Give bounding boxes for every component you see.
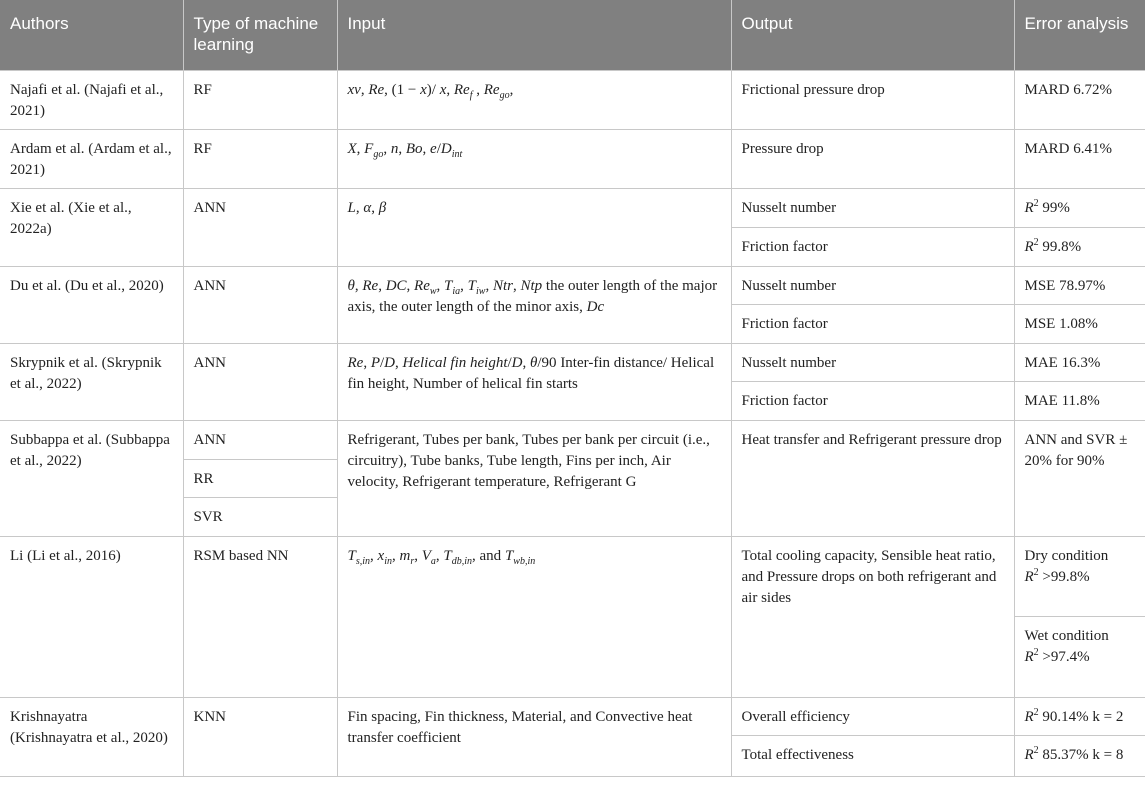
- header-output: Output: [731, 0, 1014, 70]
- table-row: [0, 420, 1145, 459]
- error-cell: $R^2$ 99%: [1014, 188, 1145, 227]
- input-cell: Fin spacing, Fin thickness, Material, and Convective heat transfer coefficient: [337, 697, 731, 776]
- table-row: [0, 70, 1145, 129]
- input-cell: $T_{s,in}$, $x_{in}$, $m_r$, $V_a$, $T_{db,in}$, and $T_{wb,in}$: [337, 536, 731, 697]
- output-cell: Friction factor: [731, 381, 1014, 420]
- input-cell: Re, P/D, Helical fin height/D, θ/90 Inter-fin distance/ Helical fin height, Number of helical fin starts: [337, 343, 731, 420]
- authors-cell: Du et al. (Du et al., 2020): [0, 266, 183, 343]
- header-row: [0, 0, 1145, 70]
- error-cell: MSE 78.97%: [1014, 266, 1145, 304]
- table-row: [0, 697, 1145, 735]
- authors-cell: Xie et al. (Xie et al., 2022a): [0, 188, 183, 266]
- output-cell: Nusselt number: [731, 188, 1014, 227]
- output-cell: Friction factor: [731, 227, 1014, 266]
- authors-cell: Najafi et al. (Najafi et al., 2021): [0, 70, 183, 129]
- error-cell: Wet condition $R^2 >97.4\%$: [1014, 616, 1145, 697]
- error-cell: MSE 1.08%: [1014, 304, 1145, 343]
- error-cell: ANN and SVR ± 20% for 90%: [1014, 420, 1145, 536]
- ml-type-cell: ANN: [183, 343, 337, 420]
- authors-cell: Li (Li et al., 2016): [0, 536, 183, 697]
- ml-type-cell: SVR: [183, 497, 337, 536]
- ml-type-cell: ANN: [183, 420, 337, 459]
- authors-cell: Ardam et al. (Ardam et al., 2021): [0, 129, 183, 188]
- header-error: Error analysis: [1014, 0, 1145, 70]
- header-type: Type of machine learning: [183, 0, 337, 70]
- authors-cell: Krishnayatra (Krishnayatra et al., 2020): [0, 697, 183, 776]
- error-cell: MARD 6.72%: [1014, 70, 1145, 129]
- input-cell: θ, Re, DC, $Re_w$, $T_{ia}$, $T_{iw}$, Ntr, Ntp the outer length of the major axis, the outer length of the minor axis, Dc: [337, 266, 731, 343]
- input-cell: X, $F_{go}$, n, Bo, $e/D_{int}$: [337, 129, 731, 188]
- table-row: [0, 343, 1145, 381]
- output-cell: Frictional pressure drop: [731, 70, 1014, 129]
- authors-cell: Skrypnik et al. (Skrypnik et al., 2022): [0, 343, 183, 420]
- input-cell: xv, Re, (1 − x)/ x, $Re_f$ , $Re_{go}$,: [337, 70, 731, 129]
- table-row: [0, 536, 1145, 616]
- output-cell: Overall efficiency: [731, 697, 1014, 735]
- output-cell: Total effectiveness: [731, 735, 1014, 776]
- authors-cell: Subbappa et al. (Subbappa et al., 2022): [0, 420, 183, 536]
- output-cell: Heat transfer and Refrigerant pressure drop: [731, 420, 1014, 536]
- ml-type-cell: RSM based NN: [183, 536, 337, 697]
- ml-type-cell: ANN: [183, 188, 337, 266]
- error-cell: MAE 11.8%: [1014, 381, 1145, 420]
- table-row: [0, 129, 1145, 188]
- table-row: [0, 266, 1145, 304]
- ml-type-cell: KNN: [183, 697, 337, 776]
- output-cell: Nusselt number: [731, 343, 1014, 381]
- ml-type-cell: RF: [183, 70, 337, 129]
- ml-type-cell: RF: [183, 129, 337, 188]
- header-input: Input: [337, 0, 731, 70]
- error-cell: Dry condition $R^2 >99.8\%$: [1014, 536, 1145, 616]
- error-cell: $R^2$ 90.14% k = 2: [1014, 697, 1145, 735]
- output-cell: Friction factor: [731, 304, 1014, 343]
- ml-type-cell: ANN: [183, 266, 337, 343]
- ml-type-cell: RR: [183, 459, 337, 497]
- error-cell: $R^2$ 85.37% k = 8: [1014, 735, 1145, 776]
- output-cell: Nusselt number: [731, 266, 1014, 304]
- input-cell: Refrigerant, Tubes per bank, Tubes per bank per circuit (i.e., circuitry), Tube banks, Tube length, Fins per inch, Air velocity, Refrigerant temperature, Refrigerant G: [337, 420, 731, 536]
- error-cell: $R^2$ 99.8%: [1014, 227, 1145, 266]
- error-cell: MARD 6.41%: [1014, 129, 1145, 188]
- input-cell: L, α, β: [337, 188, 731, 266]
- table-row: [0, 188, 1145, 227]
- error-cell: MAE 16.3%: [1014, 343, 1145, 381]
- output-cell: Pressure drop: [731, 129, 1014, 188]
- output-cell: Total cooling capacity, Sensible heat ratio, and Pressure drops on both refrigerant and air sides: [731, 536, 1014, 697]
- header-authors: Authors: [0, 0, 183, 70]
